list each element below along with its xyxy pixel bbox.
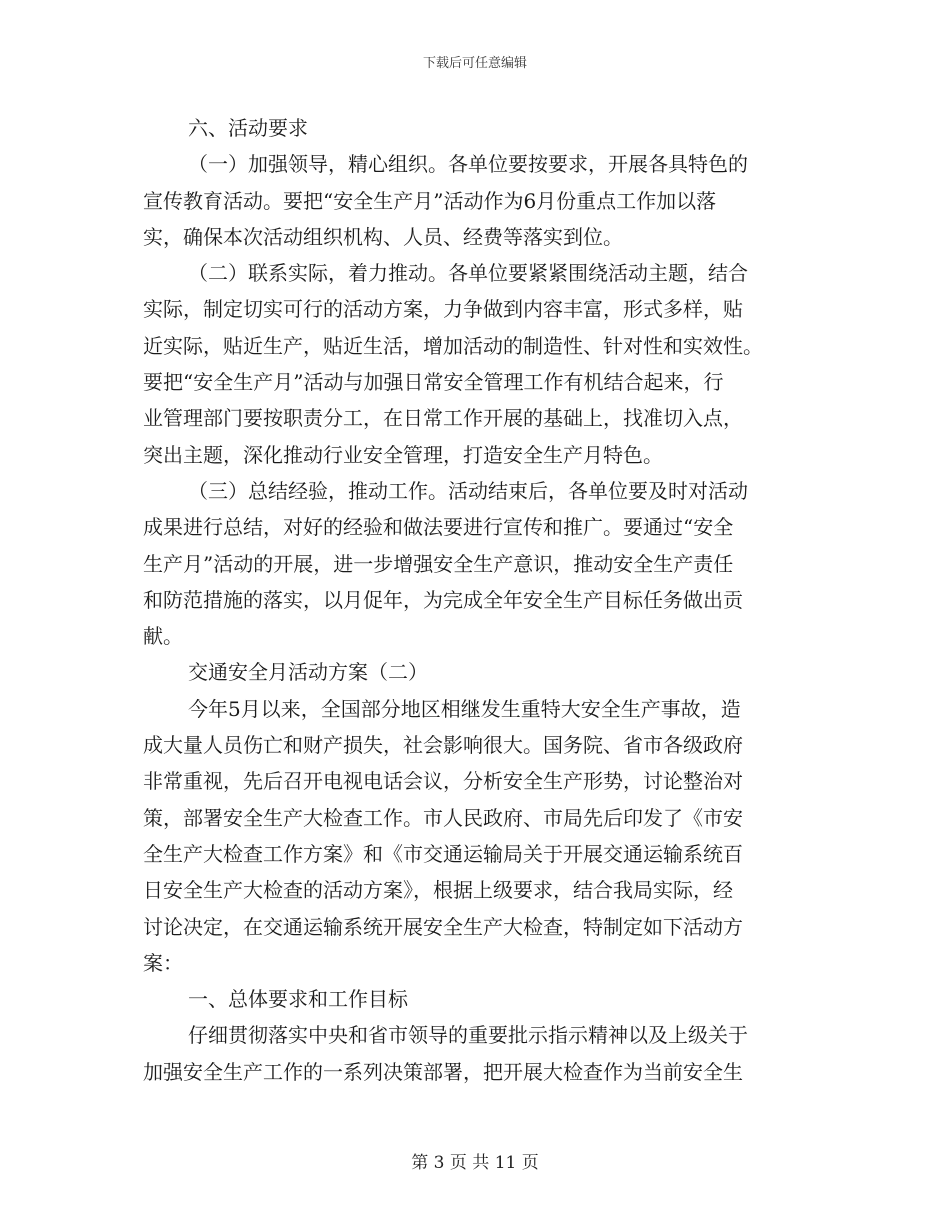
body-line: 要把“安全生产月”活动与加强日常安全管理工作有机结合起来，行 (143, 370, 724, 395)
body-line: 策，部署安全生产大检查工作。市人民政府、市局先后印发了《市安 (143, 805, 743, 830)
body-line: 仔细贯彻落实中央和省市领导的重要批示指示精神以及上级关于 (188, 1023, 748, 1048)
body-line: 案： (143, 950, 183, 975)
body-line: 六、活动要求 (188, 116, 308, 140)
body-line: 突出主题，深化推动行业安全管理，打造安全生产月特色。 (143, 442, 663, 467)
document-body (143, 110, 819, 1090)
body-line: 献。 (143, 624, 183, 649)
body-line: 和防范措施的落实，以月促年，为完成全年安全生产目标任务做出贡 (143, 587, 743, 612)
body-line: 非常重视，先后召开电视电话会议，分析安全生产形势，讨论整治对 (143, 769, 743, 794)
body-line: 成果进行总结，对好的经验和做法要进行宣传和推广。要通过“安全 (143, 515, 734, 540)
body-line: 近实际，贴近生产，贴近生活，增加活动的制造性、针对性和实效性。 (143, 333, 763, 358)
body-line: （三）总结经验，推动工作。活动结束后，各单位要及时对活动 (188, 478, 748, 503)
body-line: 宣传教育活动。要把“安全生产月”活动作为6月份重点工作加以落 (143, 188, 717, 213)
body-line: 成大量人员伤亡和财产损失，社会影响很大。国务院、省市各级政府 (143, 733, 743, 758)
page-footer: 第 3 页 共 11 页 (411, 1153, 539, 1173)
body-line: 业管理部门要按职责分工，在日常工作开展的基础上，找准切入点， (143, 406, 743, 431)
body-line: 全生产大检查工作方案》和《市交通运输局关于开展交通运输系统百 (143, 841, 743, 866)
body-line: 讨论决定，在交通运输系统开展安全生产大检查，特制定如下活动方 (143, 914, 743, 939)
body-line: 日安全生产大检查的活动方案》，根据上级要求，结合我局实际，经 (143, 878, 733, 903)
page-header: 下载后可任意编辑 (422, 56, 527, 71)
body-line: 今年5月以来，全国部分地区相继发生重特大安全生产事故，造 (188, 696, 741, 721)
body-line: 实际，制定切实可行的活动方案，力争做到内容丰富，形式多样，贴 (143, 297, 743, 322)
body-line: 实，确保本次活动组织机构、人员、经费等落实到位。 (143, 224, 623, 249)
body-line: 加强安全生产工作的一系列决策部署，把开展大检查作为当前安全生 (143, 1059, 743, 1084)
body-line: 生产月”活动的开展，进一步增强安全生产意识，推动安全生产责任 (143, 551, 734, 576)
body-line: （一）加强领导，精心组织。各单位要按要求，开展各具特色的 (188, 152, 748, 177)
body-line: 交通安全月活动方案（二） (188, 660, 428, 685)
body-line: （二）联系实际，着力推动。各单位要紧紧围绕活动主题，结合 (188, 261, 748, 286)
body-line: 一、总体要求和工作目标 (188, 987, 408, 1012)
